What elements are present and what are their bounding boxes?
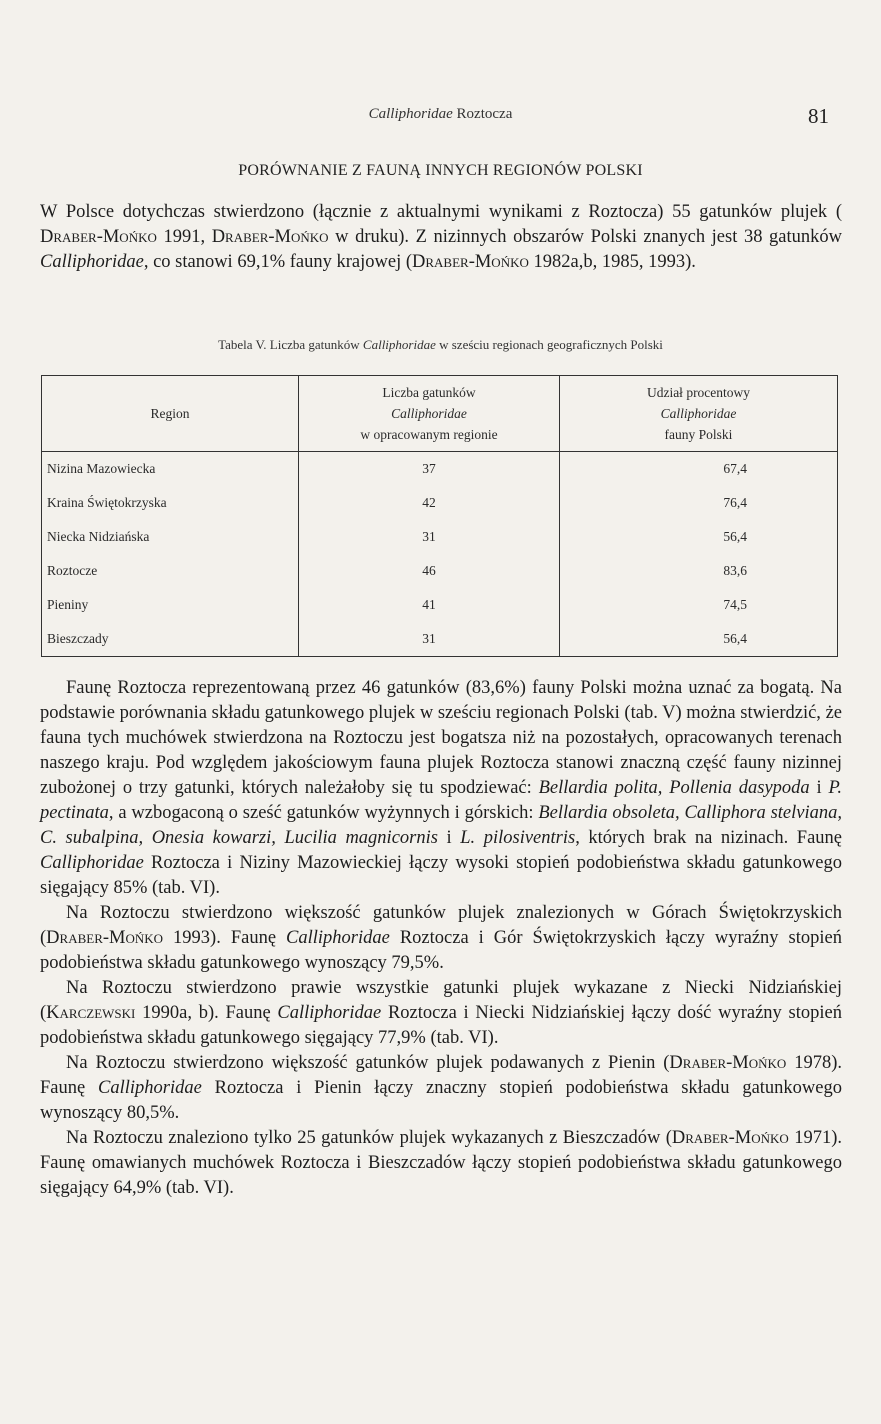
table-row xyxy=(42,622,838,657)
species-count-table xyxy=(41,375,838,657)
cell-count: 46 xyxy=(299,554,560,588)
discussion-text xyxy=(40,676,842,1201)
header-species-count: Liczba gatunków Calliphoridae w opracowanym regionie xyxy=(299,376,560,452)
table-header-row xyxy=(42,376,838,452)
cell-count: 42 xyxy=(299,486,560,520)
cell-share: 83,6 xyxy=(560,554,838,588)
running-head-region: Roztocza xyxy=(456,106,513,122)
table-caption: Tabela V. Liczba gatunków Calliphoridae w sześciu regionach geograficznych Polski xyxy=(218,337,663,352)
table-row xyxy=(42,486,838,520)
cell-count: 37 xyxy=(299,452,560,487)
cell-count: 31 xyxy=(299,520,560,554)
table-row xyxy=(42,452,838,487)
table-row xyxy=(42,588,838,622)
page-number: 81 xyxy=(808,104,829,128)
running-head-taxon: Calliphoridae xyxy=(368,106,453,122)
cell-region: Kraina Świętokrzyska xyxy=(42,486,299,520)
cell-share: 67,4 xyxy=(560,452,838,487)
cell-share: 56,4 xyxy=(560,520,838,554)
paragraph-pieniny: Na Roztoczu stwierdzono większość gatunków plujek podawanych z Pienin (Draber-Mońko 1978). Faunę Calliphoridae Roztocza i Pienin łączy znaczny stopień podobieństwa składu gatunkowego wynoszący 80,5%. xyxy=(40,1053,842,1123)
cell-region: Niecka Nidziańska xyxy=(42,520,299,554)
header-percent-share: Udział procentowy Calliphoridae fauny Polski xyxy=(560,376,838,452)
intro-paragraph: W Polsce dotychczas stwierdzono (łącznie z aktualnymi wynikami z Roztocza) 55 gatunków plujek ( Draber-Mońko 1991, Draber-Mońko w druku). Z nizinnych obszarów Polski znanych jest 38 gatunków Calliphoridae, co stanowi 69,1% fauny krajowej (Draber-Mońko 1982a,b, 1985, 1993). xyxy=(40,202,842,272)
cell-region: Pieniny xyxy=(42,588,299,622)
section-title: PORÓWNANIE Z FAUNĄ INNYCH REGIONÓW POLSKI xyxy=(238,162,643,179)
cell-share: 76,4 xyxy=(560,486,838,520)
header-region: Region xyxy=(42,376,299,452)
paragraph-overview: Faunę Roztocza reprezentowaną przez 46 gatunków (83,6%) fauny Polski można uznać za bogatą. Na podstawie porównania składu gatunkowego plujek w sześciu regionach Polski (tab. V) można stwierdzić, że fauna tych muchówek stwierdzona na Roztoczu jest bogatsza niż na pozostałych, opracowanych terenach naszego kraju. Pod względem jakościowym fauna plujek Roztocza stanowi znaczną część fauny nizinnej zubożonej o trzy gatunki, których należałoby się tu spodziewać: Bellardia polita, Pollenia dasypoda i P. pectinata, a wzbogaconą o sześć gatunków wyżynnych i górskich: Bellardia obsoleta, Calliphora stelviana, C. subalpina, Onesia kowarzi, Lucilia magnicornis i L. pilosiventris, których brak na nizinach. Faunę Calliphoridae Roztocza i Niziny Mazowieckiej łączy wysoki stopień podobieństwa składu gatunkowego sięgający 85% (tab. VI). xyxy=(40,678,842,898)
running-head xyxy=(0,106,881,123)
table-row xyxy=(42,554,838,588)
cell-count: 41 xyxy=(299,588,560,622)
paragraph-nidzianska: Na Roztoczu stwierdzono prawie wszystkie gatunki plujek wykazane z Niecki Nidziańskiej (Karczewski 1990a, b). Faunę Calliphoridae Roztocza i Niecki Nidziańskiej łączy dość wyraźny stopień podobieństwa składu gatunkowego sięgający 77,9% (tab. VI). xyxy=(40,978,842,1048)
paragraph-swietokrzyskie: Na Roztoczu stwierdzono większość gatunków plujek znalezionych w Górach Świętokrzyskich (Draber-Mońko 1993). Faunę Calliphoridae Roztocza i Gór Świętokrzyskich łączy wyraźny stopień podobieństwa składu gatunkowego wynoszący 79,5%. xyxy=(40,903,842,973)
cell-region: Nizina Mazowiecka xyxy=(42,452,299,487)
table-row xyxy=(42,520,838,554)
cell-region: Bieszczady xyxy=(42,622,299,657)
cell-share: 74,5 xyxy=(560,588,838,622)
cell-share: 56,4 xyxy=(560,622,838,657)
paragraph-bieszczady: Na Roztoczu znaleziono tylko 25 gatunków plujek wykazanych z Bieszczadów (Draber-Mońko 1971). Faunę omawianych muchówek Roztocza i Bieszczadów łączy stopień podobieństwa składu gatunkowego sięgający 64,9% (tab. VI). xyxy=(40,1128,842,1198)
cell-count: 31 xyxy=(299,622,560,657)
cell-region: Roztocze xyxy=(42,554,299,588)
